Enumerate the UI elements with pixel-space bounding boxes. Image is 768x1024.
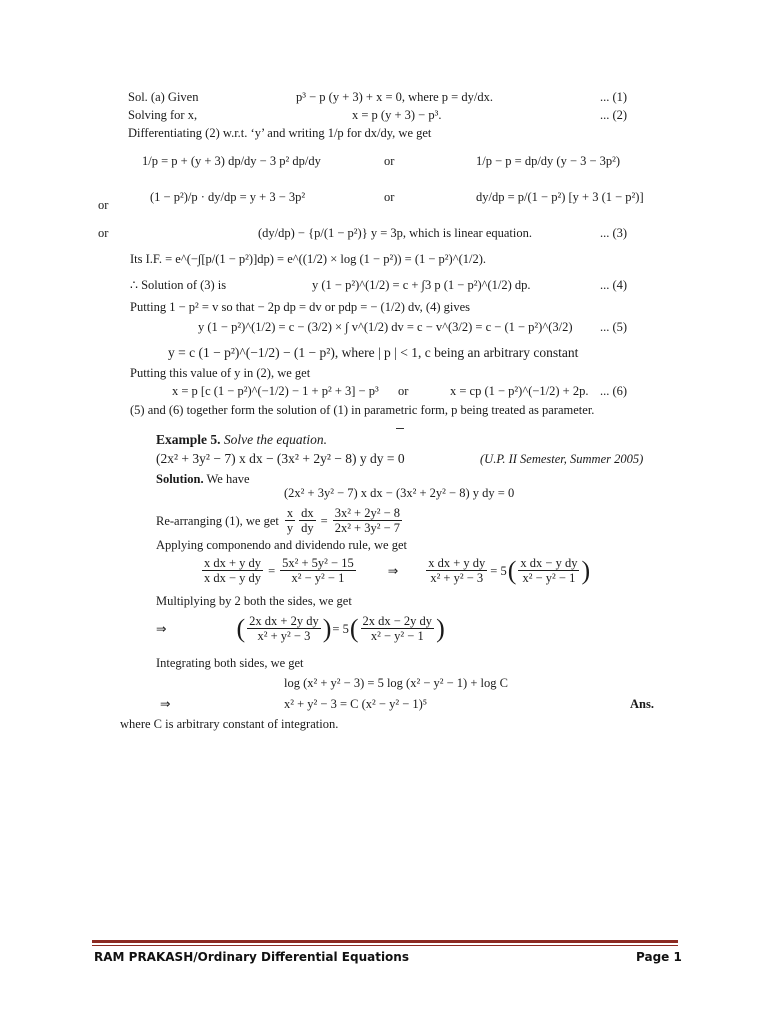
- example-number: Example 5.: [156, 432, 221, 447]
- fraction-cd-middle: [280, 556, 356, 585]
- fraction-dx-dy: [299, 506, 316, 535]
- numerator: x dx + y dy: [428, 556, 486, 570]
- numerator: x dx − y dy: [520, 556, 578, 570]
- componendo-label: Applying componendo and dividendo rule, we get: [156, 538, 407, 552]
- footer-author: RAM PRAKASH/Ordinary Differential Equations: [94, 950, 409, 964]
- footer-page-number: Page 1: [636, 950, 682, 964]
- fraction-x-y: [285, 506, 295, 535]
- y-solution: y = c (1 − p²)^(−1/2) − (1 − p²), where | p | < 1, c being an arbitrary constant: [168, 345, 579, 360]
- eq-tag-1: ... (1): [600, 90, 628, 104]
- fraction-cd-right2: [518, 556, 579, 585]
- eq-tag-3: ... (3): [600, 226, 628, 240]
- fraction-mult-right: [361, 614, 435, 643]
- denominator: x² − y² − 1: [291, 571, 345, 585]
- numerator: 5x² + 5y² − 15: [282, 556, 354, 570]
- denominator: dy: [301, 521, 314, 535]
- or-word: or: [384, 190, 395, 204]
- open-paren: (: [507, 555, 517, 585]
- integrated-log-equation: log (x² + y² − 3) = 5 log (x² − y² − 1) + log C: [284, 676, 508, 690]
- integrated-equation: y (1 − p²)^(1/2) = c − (3/2) × ∫ v^(1/2) dv = c − v^(3/2) = c − (1 − p²)^(3/2): [198, 320, 573, 334]
- x-equation-left: x = p [c (1 − p²)^(−1/2) − 1 + p² + 3] − p³: [172, 384, 379, 398]
- rearrange-label: Re-arranging (1), we get: [156, 513, 279, 528]
- open-paren: (: [349, 613, 359, 643]
- equals-five: = 5: [332, 621, 349, 636]
- eq-tag-2: ... (2): [600, 108, 628, 122]
- open-paren: (: [236, 613, 246, 643]
- numerator: x: [286, 506, 294, 520]
- integrating-label: Integrating both sides, we get: [156, 656, 304, 670]
- equation-1: (2x² + 3y² − 7) x dx − (3x² + 2y² − 8) y dy = 0: [284, 486, 515, 500]
- denominator: x² + y² − 3: [257, 629, 311, 643]
- solution-equation: y (1 − p²)^(1/2) = c + ∫3 p (1 − p²)^(1/2) dp.: [312, 278, 531, 292]
- or-word: or: [384, 154, 395, 168]
- rearrange-line: [156, 506, 404, 535]
- final-equation: x² + y² − 3 = C (x² − y² − 1)⁵: [284, 697, 428, 711]
- eq-tag-5: ... (5): [600, 320, 628, 334]
- denominator: x² − y² − 1: [522, 571, 576, 585]
- fraction-cd-right1: [426, 556, 487, 585]
- integrating-factor: Its I.F. = e^(−∫[p/(1 − p²)]dp) = e^((1/2) × log (1 − p²)) = (1 − p²)^(1/2).: [130, 252, 486, 266]
- implies-arrow: ⇒: [160, 697, 171, 711]
- or-word: or: [98, 198, 109, 212]
- substitution-line: Putting 1 − p² = v so that − 2p dp = dv or pdp = − (1/2) dv, (4) gives: [130, 300, 471, 314]
- close-paren: ): [322, 613, 332, 643]
- or-word: or: [398, 384, 409, 398]
- or-word: or: [98, 226, 109, 240]
- footer-rule-thin: [92, 945, 678, 946]
- rearranged-eq-right: dy/dp = p/(1 − p²) [y + 3 (1 − p²)]: [476, 190, 644, 204]
- denominator: y: [286, 521, 294, 535]
- numerator: x dx + y dy: [204, 556, 262, 570]
- denominator: x² + y² − 3: [430, 571, 484, 585]
- solution-heading: [156, 472, 250, 486]
- solution-bold: Solution.: [156, 472, 204, 486]
- exam-reference: (U.P. II Semester, Summer 2005): [480, 452, 644, 466]
- numerator: dx: [301, 506, 314, 520]
- denominator: x² − y² − 1: [370, 629, 424, 643]
- parametric-conclusion: (5) and (6) together form the solution of (1) in parametric form, p being treated as parameter.: [130, 403, 595, 417]
- implies-arrow: ⇒: [156, 621, 167, 636]
- implies-arrow: ⇒: [387, 563, 399, 578]
- multiplied-equation: [156, 614, 445, 643]
- constant-note: where C is arbitrary constant of integration.: [120, 717, 339, 731]
- equals-sign: =: [268, 563, 276, 578]
- sol-label: Sol. (a) Given: [128, 90, 199, 104]
- given-equation: p³ − p (y + 3) + x = 0, where p = dy/dx.: [296, 90, 493, 104]
- x-equation-right: x = cp (1 − p²)^(−1/2) + 2p.: [450, 384, 589, 398]
- differentiating-text: Differentiating (2) w.r.t. ‘y’ and writing 1/p for dx/dy, we get: [128, 126, 432, 140]
- close-paren: ): [581, 555, 591, 585]
- fraction-mult-left: [247, 614, 321, 643]
- rearranged-eq-left: (1 − p²)/p · dy/dp = y + 3 − 3p²: [150, 190, 306, 204]
- derivative-eq-left: 1/p = p + (y + 3) dp/dy − 3 p² dp/dy: [142, 154, 321, 168]
- linear-equation: (dy/dp) − {p/(1 − p²)} y = 3p, which is linear equation.: [258, 226, 532, 240]
- solving-equation: x = p (y + 3) − p³.: [352, 108, 442, 122]
- solving-label: Solving for x,: [128, 108, 198, 122]
- answer-label: Ans.: [630, 697, 654, 711]
- divider-mark: [396, 428, 404, 429]
- numerator: 2x dx − 2y dy: [362, 614, 433, 628]
- example-title: [156, 433, 327, 447]
- example-instruction: Solve the equation.: [223, 432, 327, 447]
- footer-rule: [92, 940, 678, 943]
- denominator: 2x² + 3y² − 7: [334, 521, 401, 535]
- multiplying-label: Multiplying by 2 both the sides, we get: [156, 594, 352, 608]
- numerator: 3x² + 2y² − 8: [334, 506, 401, 520]
- solution-label: ∴ Solution of (3) is: [130, 278, 227, 292]
- fraction-cd-left: [202, 556, 263, 585]
- derivative-eq-right: 1/p − p = dp/dy (y − 3 − 3p²): [476, 154, 621, 168]
- componendo-equation: [200, 556, 590, 585]
- putting-value-text: Putting this value of y in (2), we get: [130, 366, 311, 380]
- close-paren: ): [436, 613, 445, 643]
- solution-text: We have: [206, 472, 250, 486]
- numerator: 2x dx + 2y dy: [249, 614, 319, 628]
- eq-tag-6: ... (6): [600, 384, 628, 398]
- fraction-rhs: [333, 506, 402, 535]
- example-equation: (2x² + 3y² − 7) x dx − (3x² + 2y² − 8) y dy = 0: [156, 451, 405, 466]
- equals-five: = 5: [490, 563, 507, 578]
- equals-sign: =: [320, 513, 328, 528]
- denominator: x dx − y dy: [204, 571, 262, 585]
- eq-tag-4: ... (4): [600, 278, 628, 292]
